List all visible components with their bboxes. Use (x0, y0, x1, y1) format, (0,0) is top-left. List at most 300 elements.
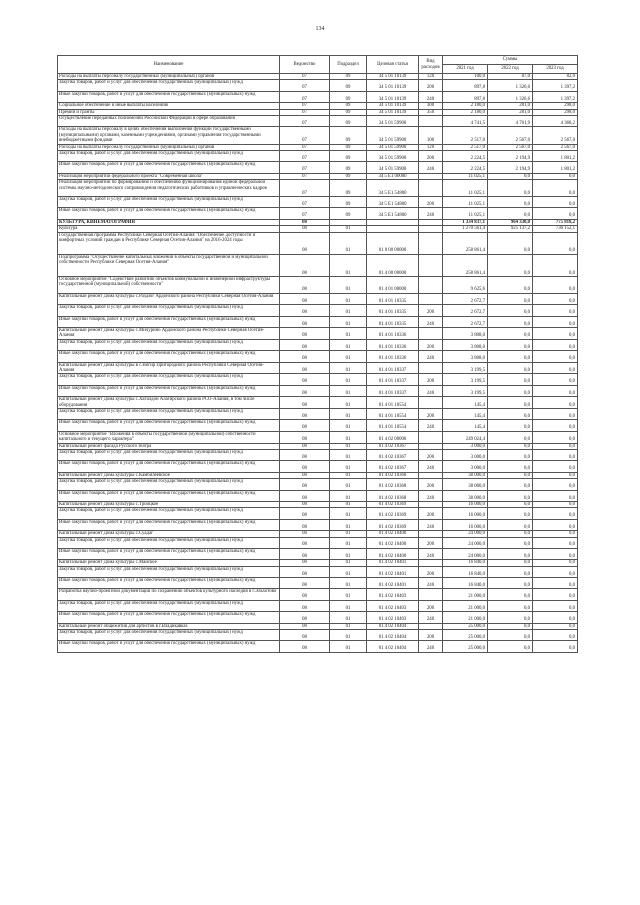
cell-target: 34 5 E1 54800 (367, 208, 419, 219)
cell-2023: 0,0 (533, 208, 578, 219)
cell-section: 01 (330, 431, 367, 443)
cell-2021: 897,8 (443, 80, 488, 91)
cell-section: 01 (330, 560, 367, 566)
cell-2021: 2 180,0 (443, 103, 488, 109)
cell-dept: 08 (280, 339, 330, 350)
cell-section: 01 (330, 408, 367, 419)
cell-name: Закупка товаров, работ и услуг для обеспечения государственных (муниципальных) нужд (58, 630, 280, 641)
cell-2021: 3 199,5 (443, 385, 488, 396)
cell-2022: 0,0 (488, 578, 533, 589)
cell-name: Иные закупки товаров, работ и услуг для обеспечения государственных (муниципальных) нужд (58, 490, 280, 501)
cell-2023: 0,0 (533, 548, 578, 559)
cell-section: 09 (330, 74, 367, 80)
cell-section: 09 (330, 144, 367, 150)
cell-dept: 08 (280, 226, 330, 232)
cell-2022: 0,0 (488, 351, 533, 362)
cell-expense-type (419, 362, 443, 374)
cell-dept: 08 (280, 420, 330, 431)
cell-2023: 2 567,0 (533, 144, 578, 150)
table-row (58, 461, 578, 472)
cell-2021: 249 024,4 (443, 431, 488, 443)
header-year-2022: 2022 год (488, 65, 533, 74)
cell-target: 01 4 01 10335 (367, 316, 419, 327)
table-row (58, 91, 578, 102)
cell-expense-type: 240 (419, 461, 443, 472)
cell-target: 34 5 01 10139 (367, 91, 419, 102)
cell-2022: 0,0 (488, 548, 533, 559)
cell-target: 01 4 02 10404 (367, 630, 419, 641)
cell-dept: 08 (280, 254, 330, 276)
cell-dept: 08 (280, 630, 330, 641)
cell-2023: 1 801,2 (533, 151, 578, 162)
cell-dept: 07 (280, 127, 330, 144)
cell-target: 34 5 01 59900 (367, 151, 419, 162)
cell-name: Закупка товаров, работ и услуг для обеспечения государственных (муниципальных) нужд (58, 537, 280, 548)
cell-2022: 0,0 (488, 449, 533, 460)
header-dept: Ведомство (280, 56, 330, 74)
cell-2021: 2 224,5 (443, 162, 488, 173)
cell-2021: 1 270 561,4 (443, 226, 488, 232)
cell-2021: 258 861,4 (443, 254, 488, 276)
cell-expense-type: 200 (419, 479, 443, 490)
cell-2021: 3 000,0 (443, 461, 488, 472)
cell-target: 01 4 02 10400 (367, 548, 419, 559)
table-row (58, 508, 578, 519)
cell-dept: 08 (280, 408, 330, 419)
cell-target: 01 4 01 10335 (367, 305, 419, 316)
cell-name: Иные закупки товаров, работ и услуг для обеспечения государственных (муниципальных) нужд (58, 208, 280, 219)
cell-name: Иные закупки товаров, работ и услуг для обеспечения государственных (муниципальных) нужд (58, 351, 280, 362)
cell-dept: 08 (280, 623, 330, 629)
cell-expense-type: 200 (419, 305, 443, 316)
cell-dept: 08 (280, 612, 330, 623)
cell-section: 01 (330, 449, 367, 460)
cell-expense-type (419, 180, 443, 197)
cell-name: Иные закупки товаров, работ и услуг для обеспечения государственных (муниципальных) нужд (58, 578, 280, 589)
cell-target: 01 4 02 10401 (367, 566, 419, 577)
cell-target: 01 4 01 10554 (367, 397, 419, 409)
cell-2022: 0,0 (488, 173, 533, 179)
cell-2021: 25 000,0 (443, 630, 488, 641)
cell-name: Капитальный ремонт Дома культуры с.Майское (58, 560, 280, 566)
cell-2022: 0,0 (488, 254, 533, 276)
table-row (58, 630, 578, 641)
cell-2023: 0,0 (533, 305, 578, 316)
cell-2023: 0,0 (533, 420, 578, 431)
table-row (58, 397, 578, 409)
cell-name: Реализация мероприятий по формированию и обеспечению функционирования единой федеральной системы научно-методического сопровождения педагогических работников и управленческих кадров (58, 180, 280, 197)
cell-expense-type: 240 (419, 578, 443, 589)
cell-target: 01 4 02 10400 (367, 531, 419, 537)
table-header (58, 56, 578, 74)
cell-2021: 3 000,0 (443, 443, 488, 449)
cell-2021: 145,4 (443, 408, 488, 419)
header-sums: Суммы (443, 56, 578, 65)
cell-target: 01 4 02 10404 (367, 641, 419, 652)
cell-2022: 0,0 (488, 374, 533, 385)
cell-name: Иные закупки товаров, работ и услуг для обеспечения государственных (муниципальных) нужд (58, 385, 280, 396)
table-row (58, 566, 578, 577)
cell-expense-type: 240 (419, 420, 443, 431)
page-number: 134 (315, 26, 325, 32)
cell-2022: 2 567,0 (488, 127, 533, 144)
cell-section: 01 (330, 630, 367, 641)
cell-expense-type: 200 (419, 630, 443, 641)
cell-name: Закупка товаров, работ и услуг для обеспечения государственных (муниципальных) нужд (58, 80, 280, 91)
cell-2022: 0,0 (488, 397, 533, 409)
cell-2023: 0,0 (533, 316, 578, 327)
cell-name: Капитальный ремонт общежития для артистов в г.Владикавказ (58, 623, 280, 629)
cell-2022: 0,0 (488, 641, 533, 652)
cell-2022: 0,0 (488, 305, 533, 316)
cell-dept: 07 (280, 80, 330, 91)
cell-name: Капитальный ремонт фасада Русского театра (58, 443, 280, 449)
cell-name: Капитальный ремонт Дома культуры в с.Ногир Пригородного района Республики Северная Осетия-Алания (58, 362, 280, 374)
cell-2022: 0,0 (488, 197, 533, 208)
cell-target: 01 4 02 10367 (367, 461, 419, 472)
cell-expense-type: 200 (419, 600, 443, 611)
cell-section: 01 (330, 472, 367, 478)
cell-target: 34 5 01 59900 (367, 127, 419, 144)
table-row (58, 339, 578, 350)
cell-name: Иные закупки товаров, работ и услуг для обеспечения государственных (муниципальных) нужд (58, 162, 280, 173)
cell-section: 01 (330, 232, 367, 254)
cell-2022: 1 326,6 (488, 80, 533, 91)
cell-2022: 2 567,0 (488, 144, 533, 150)
cell-2022: 0,0 (488, 479, 533, 490)
table-row (58, 305, 578, 316)
cell-expense-type: 120 (419, 74, 443, 80)
cell-target: 01 4 02 10368 (367, 472, 419, 478)
cell-expense-type (419, 276, 443, 293)
cell-2023: 0,0 (533, 461, 578, 472)
cell-section: 01 (330, 623, 367, 629)
cell-section: 01 (330, 351, 367, 362)
cell-name: Подпрограмма "Осуществление капитальных вложений в объекты государственной и муниципальной собственности Республики Северная Осетия-Алания" (58, 254, 280, 276)
cell-dept: 07 (280, 109, 330, 115)
cell-target: 34 5 E1 00000 (367, 173, 419, 179)
cell-section: 01 (330, 537, 367, 548)
cell-target: 01 4 01 10336 (367, 327, 419, 339)
cell-2023: 0,0 (533, 397, 578, 409)
cell-2021: 3 199,5 (443, 362, 488, 374)
cell-dept: 08 (280, 641, 330, 652)
cell-section: 01 (330, 566, 367, 577)
table-row (58, 232, 578, 254)
cell-target: 34 5 E1 54800 (367, 197, 419, 208)
cell-2021: 11 025,1 (443, 208, 488, 219)
cell-name: Культура (58, 226, 280, 232)
cell-expense-type: 200 (419, 151, 443, 162)
cell-section: 01 (330, 578, 367, 589)
cell-expense-type: 240 (419, 385, 443, 396)
cell-2023: 0,0 (533, 197, 578, 208)
cell-2023: 0,0 (533, 612, 578, 623)
cell-2022: 964 330,0 (488, 219, 533, 225)
cell-dept: 08 (280, 537, 330, 548)
cell-2022: 0,0 (488, 461, 533, 472)
cell-2022: 281,0 (488, 109, 533, 115)
cell-2021: 2 517,0 (443, 127, 488, 144)
cell-expense-type: 240 (419, 208, 443, 219)
cell-name: Основное мероприятие "Вложения в объекты государственной (муниципальной) собственности капитального и текущего характера" (58, 431, 280, 443)
cell-target: 01 4 01 10554 (367, 408, 419, 419)
cell-2022: 0,0 (488, 566, 533, 577)
cell-section: 09 (330, 80, 367, 91)
cell-dept: 08 (280, 508, 330, 519)
cell-2021: 21 000,0 (443, 589, 488, 600)
cell-2023: 0,0 (533, 431, 578, 443)
cell-dept: 07 (280, 180, 330, 197)
cell-2021: 3 808,0 (443, 351, 488, 362)
cell-2021: 2 517,0 (443, 144, 488, 150)
cell-2022: 0,0 (488, 630, 533, 641)
cell-name: КУЛЬТУРА, КИНЕМАТОГРАФИЯ (58, 219, 280, 225)
cell-section: 01 (330, 254, 367, 276)
cell-dept: 08 (280, 501, 330, 507)
cell-2022: 0,0 (488, 612, 533, 623)
cell-dept: 08 (280, 461, 330, 472)
table-row (58, 612, 578, 623)
cell-section: 09 (330, 180, 367, 197)
cell-target: 34 5 01 59900 (367, 144, 419, 150)
table-row (58, 519, 578, 530)
table-row (58, 180, 578, 197)
header-section: Подраздел (330, 56, 367, 74)
cell-2023: 0,0 (533, 327, 578, 339)
cell-expense-type: 240 (419, 162, 443, 173)
table-row (58, 208, 578, 219)
cell-dept: 08 (280, 219, 330, 225)
cell-2021: 3 000,0 (443, 449, 488, 460)
cell-dept: 08 (280, 232, 330, 254)
cell-2021: 11 025,1 (443, 180, 488, 197)
cell-name: Иные закупки товаров, работ и услуг для обеспечения государственных (муниципальных) нужд (58, 461, 280, 472)
cell-name: Иные закупки товаров, работ и услуг для обеспечения государственных (муниципальных) нужд (58, 548, 280, 559)
cell-name: Иные закупки товаров, работ и услуг для обеспечения государственных (муниципальных) нужд (58, 316, 280, 327)
cell-2021: 897,8 (443, 91, 488, 102)
cell-2022: 0,0 (488, 472, 533, 478)
cell-2022: 0,0 (488, 537, 533, 548)
cell-name: Капитальный ремонт Дома культуры с.Хаталдон Алагирского района РСО-Алания, в том числе оборудования (58, 397, 280, 409)
cell-expense-type (419, 232, 443, 254)
cell-expense-type: 200 (419, 508, 443, 519)
cell-2022: 0,0 (488, 431, 533, 443)
cell-name: Разработка научно-проектной документации по сохранению объектов культурного наследия в г.Эльхотово (58, 589, 280, 600)
cell-2023: 0,0 (533, 254, 578, 276)
cell-expense-type (419, 397, 443, 409)
cell-expense-type: 240 (419, 548, 443, 559)
cell-expense-type: 240 (419, 351, 443, 362)
cell-expense-type (419, 431, 443, 443)
cell-section: 01 (330, 641, 367, 652)
cell-expense-type: 200 (419, 408, 443, 419)
cell-target: 01 4 02 10404 (367, 623, 419, 629)
cell-2021: 16 000,0 (443, 501, 488, 507)
cell-expense-type: 200 (419, 197, 443, 208)
cell-2023: 775 818,2 (533, 219, 578, 225)
cell-section: 01 (330, 548, 367, 559)
cell-name: Закупка товаров, работ и услуг для обеспечения государственных (муниципальных) нужд (58, 151, 280, 162)
cell-2022: 0,0 (488, 362, 533, 374)
cell-name: Капитальный ремонт Дома культуры с.Камбилеевское (58, 472, 280, 478)
cell-2023: 0,0 (533, 566, 578, 577)
cell-name: Иные закупки товаров, работ и услуг для обеспечения государственных (муниципальных) нужд (58, 91, 280, 102)
cell-section: 01 (330, 316, 367, 327)
cell-dept: 08 (280, 276, 330, 293)
cell-2023: 4 368,2 (533, 116, 578, 127)
table-row (58, 449, 578, 460)
cell-section: 01 (330, 305, 367, 316)
cell-section: 01 (330, 461, 367, 472)
cell-2021: 24 000,0 (443, 531, 488, 537)
cell-name: Закупка товаров, работ и услуг для обеспечения государственных (муниципальных) нужд (58, 339, 280, 350)
cell-2022: 1 326,6 (488, 91, 533, 102)
table-row (58, 600, 578, 611)
cell-dept: 08 (280, 293, 330, 304)
table-row (58, 578, 578, 589)
cell-expense-type: 120 (419, 144, 443, 150)
cell-target: 01 4 00 00000 (367, 254, 419, 276)
cell-2023: 0,0 (533, 508, 578, 519)
table-row (58, 537, 578, 548)
cell-name: Закупка товаров, работ и услуг для обеспечения государственных (муниципальных) нужд (58, 374, 280, 385)
header-expense-type: Вид расходов (419, 56, 443, 74)
cell-dept: 08 (280, 589, 330, 600)
cell-dept: 07 (280, 162, 330, 173)
cell-dept: 08 (280, 362, 330, 374)
cell-2023: 0,0 (533, 519, 578, 530)
table-row (58, 254, 578, 276)
cell-2023: 0,0 (533, 630, 578, 641)
cell-section: 09 (330, 116, 367, 127)
cell-2022: 0,0 (488, 385, 533, 396)
cell-expense-type: 240 (419, 490, 443, 501)
cell-section: 01 (330, 226, 367, 232)
cell-section: 01 (330, 293, 367, 304)
cell-2023: 0,0 (533, 443, 578, 449)
cell-2022: 2 194,9 (488, 151, 533, 162)
cell-2021: 3 808,0 (443, 339, 488, 350)
cell-section: 01 (330, 374, 367, 385)
table-row (58, 293, 578, 304)
cell-name: Закупка товаров, работ и услуг для обеспечения государственных (муниципальных) нужд (58, 449, 280, 460)
cell-2023: 0,0 (533, 490, 578, 501)
cell-expense-type: 200 (419, 449, 443, 460)
cell-expense-type: 350 (419, 109, 443, 115)
cell-2023: 0,0 (533, 276, 578, 293)
cell-dept: 08 (280, 531, 330, 537)
cell-name: Иные закупки товаров, работ и услуг для обеспечения государственных (муниципальных) нужд (58, 641, 280, 652)
cell-2021: 38 000,0 (443, 490, 488, 501)
cell-name: Капитальный ремонт Дома культуры с.Троицкое (58, 501, 280, 507)
cell-2021: 9 625,6 (443, 276, 488, 293)
cell-2022: 0,0 (488, 316, 533, 327)
cell-2021: 2 672,7 (443, 316, 488, 327)
cell-expense-type: 200 (419, 374, 443, 385)
cell-dept: 08 (280, 566, 330, 577)
cell-expense-type (419, 327, 443, 339)
cell-expense-type: 100 (419, 127, 443, 144)
cell-name: Основное мероприятие "Содействие развитию объектов коммунальной и инженерной инфраструктуры государственной (муниципальной) собственности" (58, 276, 280, 293)
cell-name: Капитальный ремонт Дома культуры с.Раздзог Ардонского района Республики Северная Осетия-Алания (58, 293, 280, 304)
cell-2021: 4 741,5 (443, 116, 488, 127)
cell-2022: 0,0 (488, 501, 533, 507)
cell-2023: 0,0 (533, 531, 578, 537)
cell-2023: 1 397,2 (533, 80, 578, 91)
table-row (58, 116, 578, 127)
header-year-2023: 2023 год (533, 65, 578, 74)
header-name: Наименование (58, 56, 280, 74)
cell-2021: 24 000,0 (443, 548, 488, 559)
cell-2022: 0,0 (488, 560, 533, 566)
cell-target: 01 4 01 10335 (367, 293, 419, 304)
cell-2023: 0,0 (533, 293, 578, 304)
table-row (58, 548, 578, 559)
cell-2023: 0,0 (533, 537, 578, 548)
cell-name: Реализация мероприятий федерального проекта "Современная школа" (58, 173, 280, 179)
cell-expense-type: 240 (419, 519, 443, 530)
cell-target: 34 5 01 59900 (367, 116, 419, 127)
cell-section: 01 (330, 490, 367, 501)
cell-dept: 07 (280, 173, 330, 179)
cell-name: Закупка товаров, работ и услуг для обеспечения государственных (муниципальных) нужд (58, 566, 280, 577)
table-row (58, 479, 578, 490)
cell-dept: 08 (280, 443, 330, 449)
cell-dept: 08 (280, 560, 330, 566)
cell-name: Капитальный ремонт Дома культуры с.Суадаг (58, 531, 280, 537)
cell-expense-type: 300 (419, 103, 443, 109)
cell-2022: 0,0 (488, 508, 533, 519)
cell-target: 01 4 01 10336 (367, 351, 419, 362)
cell-section: 01 (330, 339, 367, 350)
cell-2021: 2 224,5 (443, 151, 488, 162)
cell-2022: 4 761,9 (488, 116, 533, 127)
table-row (58, 420, 578, 431)
cell-target: 01 4 02 10368 (367, 490, 419, 501)
cell-target: 01 4 02 10369 (367, 501, 419, 507)
cell-section: 09 (330, 162, 367, 173)
cell-2021: 11 025,1 (443, 197, 488, 208)
cell-target: 01 4 01 10337 (367, 362, 419, 374)
cell-expense-type: 200 (419, 80, 443, 91)
cell-name: Расходы на выплаты персоналу государственных (муниципальных) органов (58, 74, 280, 80)
cell-2023: 0,0 (533, 641, 578, 652)
table-row (58, 127, 578, 144)
cell-target: 01 4 01 10337 (367, 385, 419, 396)
cell-2022: 0,0 (488, 519, 533, 530)
cell-2022: 2 194,9 (488, 162, 533, 173)
cell-2023: 0,0 (533, 374, 578, 385)
cell-2022: 0,0 (488, 589, 533, 600)
cell-2023: 298,0 (533, 103, 578, 109)
cell-2022: 0,0 (488, 600, 533, 611)
cell-section: 01 (330, 276, 367, 293)
cell-dept: 07 (280, 197, 330, 208)
cell-section: 01 (330, 420, 367, 431)
cell-2023: 736 152,1 (533, 226, 578, 232)
cell-section: 01 (330, 612, 367, 623)
cell-name: Иные закупки товаров, работ и услуг для обеспечения государственных (муниципальных) нужд (58, 612, 280, 623)
table-row (58, 431, 578, 443)
cell-section: 09 (330, 109, 367, 115)
cell-2023: 0,0 (533, 408, 578, 419)
cell-2023: 298,0 (533, 109, 578, 115)
table-body (58, 74, 578, 653)
cell-dept: 08 (280, 431, 330, 443)
cell-name: Закупка товаров, работ и услуг для обеспечения государственных (муниципальных) нужд (58, 197, 280, 208)
table-row (58, 408, 578, 419)
